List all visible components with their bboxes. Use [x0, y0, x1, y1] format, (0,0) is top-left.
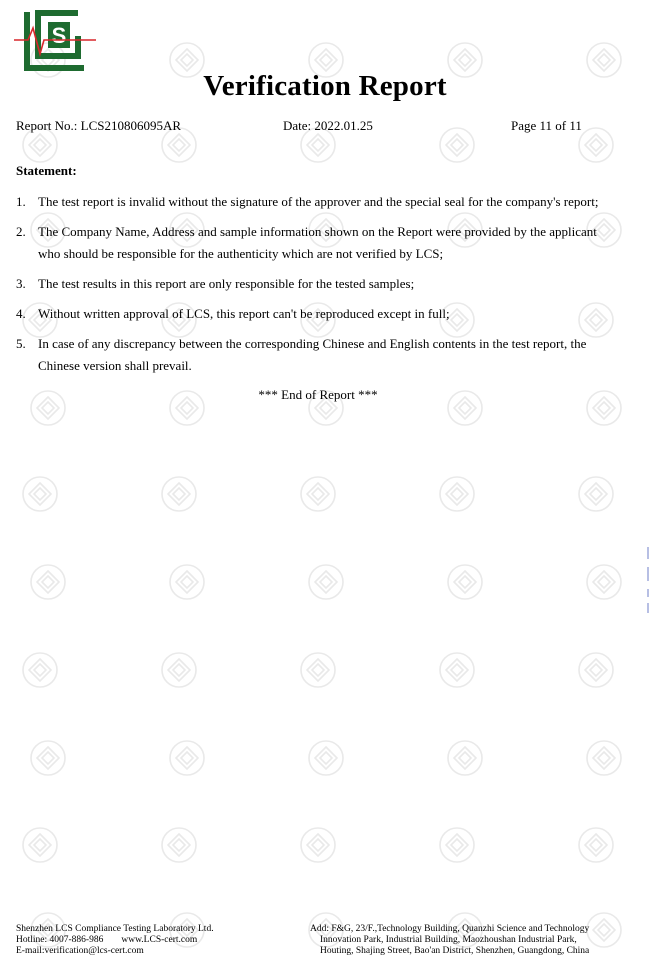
watermark-emblem [448, 565, 482, 599]
item-text: In case of any discrepancy between the corresponding Chinese and English contents in the test report, the Chinese version shall prevail. [38, 336, 587, 373]
item-number: 5. [16, 336, 26, 351]
statement-list [16, 191, 616, 385]
statement-item [16, 303, 616, 325]
footer-website: www.LCS-cert.com [121, 935, 198, 945]
watermark-emblem [170, 741, 204, 775]
item-number: 3. [16, 276, 26, 291]
watermark-emblem [31, 741, 65, 775]
watermark-emblem [440, 828, 474, 862]
statement-heading: Statement: [16, 163, 77, 178]
svg-text:S: S [51, 23, 67, 48]
watermark-emblem [31, 565, 65, 599]
item-number: 1. [16, 194, 26, 209]
watermark-emblem [579, 477, 613, 511]
footer-address-line: Innovation Park, Industrial Building, Maozhoushan Industrial Park, [320, 935, 577, 945]
statement-item [16, 333, 616, 377]
watermark-emblem [579, 828, 613, 862]
watermark-emblem [23, 477, 57, 511]
watermark-emblem [301, 653, 335, 687]
item-number: 2. [16, 224, 26, 239]
watermark-emblem [579, 128, 613, 162]
watermark-emblem [162, 653, 196, 687]
watermark-emblem [440, 477, 474, 511]
watermark-emblem [448, 741, 482, 775]
item-text: The test report is invalid without the signature of the approver and the special seal for the company's report; [38, 194, 599, 209]
edge-marks [645, 545, 650, 615]
footer-address [310, 924, 610, 957]
page-number: Page 11 of 11 [511, 118, 582, 133]
statement-item [16, 221, 616, 265]
watermark-emblem [23, 828, 57, 862]
watermark-emblem [301, 828, 335, 862]
watermark-emblem [162, 828, 196, 862]
lcs-logo [14, 10, 98, 72]
watermark-emblem [579, 653, 613, 687]
watermark-emblem [309, 565, 343, 599]
item-text: Without written approval of LCS, this report can't be reproduced except in full; [38, 306, 450, 321]
statement-item [16, 273, 616, 295]
footer-email: E-mail:verification@lcs-cert.com [16, 946, 144, 956]
watermark-emblem [162, 477, 196, 511]
report-title: Verification Report [203, 70, 447, 102]
footer-contact [16, 924, 214, 957]
watermark-emblem [440, 653, 474, 687]
footer-company: Shenzhen LCS Compliance Testing Laboratory Ltd. [16, 924, 214, 934]
footer-address-line: Add: F&G, 23/F.,Technology Building, Quanzhi Science and Technology [310, 924, 590, 934]
watermark-emblem [587, 741, 621, 775]
footer-hotline: Hotline: 4007-886-986 [16, 935, 104, 945]
footer-address-line: Houting, Shajing Street, Bao'an District, Shenzhen, Guangdong, China [320, 946, 590, 956]
item-number: 4. [16, 306, 26, 321]
end-of-report: *** End of Report *** [258, 387, 378, 402]
statement-item [16, 191, 616, 213]
watermark-emblem [440, 128, 474, 162]
watermark-emblem [309, 741, 343, 775]
watermark-emblem [23, 653, 57, 687]
report-date: Date: 2022.01.25 [283, 118, 373, 133]
item-text: The test results in this report are only responsible for the tested samples; [38, 276, 415, 291]
watermark-emblem [587, 565, 621, 599]
report-number: Report No.: LCS210806095AR [16, 118, 182, 133]
watermark-emblem [301, 477, 335, 511]
item-text: The Company Name, Address and sample information shown on the Report were provided by the applicant who should be responsible for the authenticity which are not verified by LCS; [38, 224, 597, 261]
watermark-emblem [170, 565, 204, 599]
